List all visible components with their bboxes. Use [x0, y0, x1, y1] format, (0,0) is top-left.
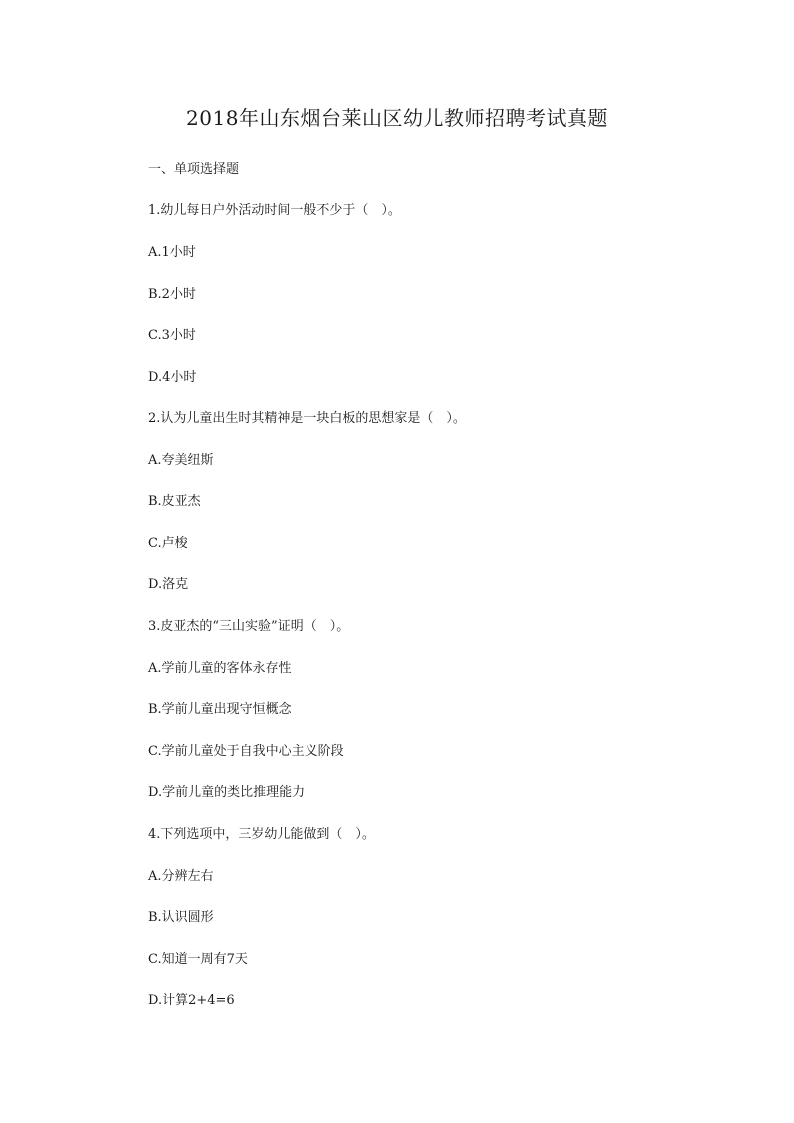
question-4-option-b: B.认识圆形: [148, 910, 214, 925]
question-3-option-b: B.学前儿童出现守恒概念: [148, 702, 292, 717]
question-4-option-d: D.计算2+4=6: [148, 993, 235, 1008]
question-2-option-d: D.洛克: [148, 577, 189, 592]
question-1-stem: 1.幼儿每日户外活动时间一般不少于（ ）。: [148, 203, 401, 218]
section-heading: 一、单项选择题: [148, 162, 240, 177]
question-1-option-d: D.4小时: [148, 370, 197, 385]
question-1-option-a: A.1小时: [148, 245, 196, 260]
question-4-option-a: A.分辨左右: [148, 869, 214, 884]
question-3-option-a: A.学前儿童的客体永存性: [148, 661, 292, 676]
question-2-option-a: A.夸美纽斯: [148, 453, 214, 468]
question-2-option-c: C.卢梭: [148, 536, 188, 551]
question-3-stem: 3.皮亚杰的“三山实验”证明（ ）。: [148, 619, 350, 634]
question-4-option-c: C.知道一周有7天: [148, 952, 248, 967]
question-2-option-b: B.皮亚杰: [148, 494, 201, 509]
question-4-stem: 4.下列选项中，三岁幼儿能做到（ ）。: [148, 827, 375, 842]
question-2-stem: 2.认为儿童出生时其精神是一块白板的思想家是（ ）。: [148, 411, 466, 426]
question-3-option-d: D.学前儿童的类比推理能力: [148, 785, 306, 800]
question-3-option-c: C.学前儿童处于自我中心主义阶段: [148, 744, 344, 759]
question-1-option-c: C.3小时: [148, 328, 196, 343]
question-1-option-b: B.2小时: [148, 287, 196, 302]
document-title: 2018年山东烟台莱山区幼儿教师招聘考试真题: [186, 106, 608, 130]
